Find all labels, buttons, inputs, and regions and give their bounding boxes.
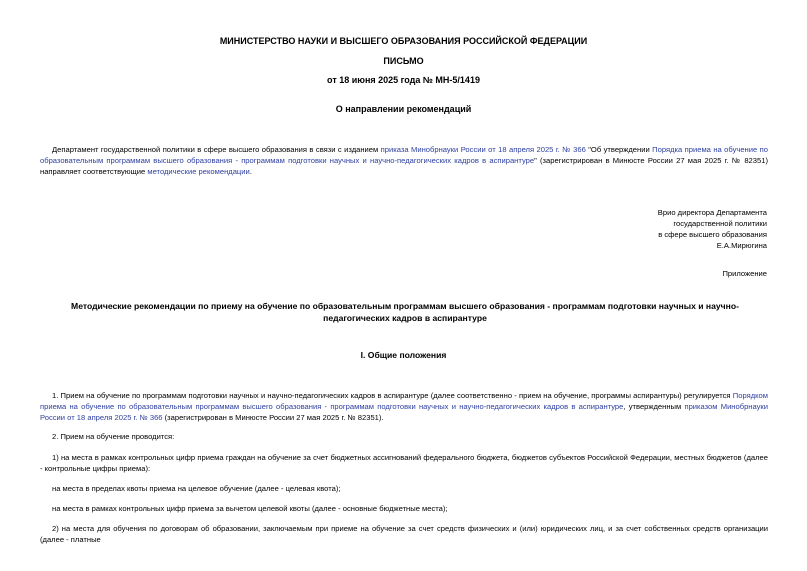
letter-subject: О направлении рекомендаций (335, 104, 472, 114)
signature-block (658, 207, 767, 251)
admission-procedure-link[interactable]: Порядком приема на обучение по образовательным программам высшего образования - программам подготовки научных и научно-педагогических кадров в аспирантуре (40, 391, 768, 411)
section-title: I. Общие положения (360, 350, 447, 360)
ministry-heading: МИНИСТЕРСТВО НАУКИ И ВЫСШЕГО ОБРАЗОВАНИЯ РОССИЙСКОЙ ФЕДЕРАЦИИ (219, 36, 588, 46)
appendix-label: Приложение (722, 269, 767, 278)
recommendations-link[interactable]: методические рекомендации (147, 167, 250, 176)
intro-paragraph: Департамент государственной политики в сфере высшего образования в связи с изданием приказа Минобрнауки России от 18 апреля 2025 г. № 366 "Об утверждении Порядка приема на обучение по образовательным программам высшего образования - программам подготовки научных и научно-педагогических кадров в аспирантуре" (зарегистрирован в Минюсте России 27 мая 2025 г. № 82351) направляет соответствующие методические рекомендации. (40, 145, 768, 176)
paragraph-3: 1) на места в рамках контрольных цифр приема граждан на обучение за счет бюджетных ассигнований федерального бюджета, бюджетов субъектов Российской Федерации, местных бюджетов (далее - контрольные цифры приема): (40, 453, 768, 473)
paragraph-4: на места в пределах квоты приема на целевое обучение (далее - целевая квота); (52, 484, 341, 493)
signature-line: в сфере высшего образования (658, 230, 767, 239)
paragraph-6: 2) на места для обучения по договорам об образовании, заключаемым при приеме на обучение за счет средств физических и (или) юридических лиц, и за счет собственных средств организации (далее - платные (40, 524, 768, 544)
recommendations-title: Методические рекомендации по приему на обучение по образовательным программам высшего образования - программам подготовки научных и научно-педагогических кадров в аспирантуре (71, 301, 739, 323)
paragraph-1: 1. Прием на обучение по программам подготовки научных и научно-педагогических кадров в аспирантуре (далее соответственно - прием на обучение, программы аспирантуры) регулируется Порядком приема на обучение по образовательным программам высшего образования - программам подготовки научных и научно-педагогических кадров в аспирантуре, утвержденным приказом Минобрнауки России от 18 апреля 2025 г. № 366 (зарегистрирован в Минюсте России 27 мая 2025 г. № 82351). (40, 391, 768, 422)
admission-procedure-link[interactable]: Порядка приема на обучение по образовательным программам высшего образования - программам подготовки научных и научно-педагогических кадров в аспирантуре (40, 145, 768, 165)
signature-line: Врио директора Департамента (657, 208, 767, 217)
order-366-link[interactable]: приказом Минобрнауки России от 18 апреля 2025 г. № 366 (40, 402, 768, 422)
order-366-link[interactable]: приказа Минобрнауки России от 18 апреля 2025 г. № 366 (380, 145, 586, 154)
paragraph-5: на места в рамках контрольных цифр приема за вычетом целевой квоты (далее - основные бюджетные места); (52, 504, 448, 513)
document-type: ПИСЬМО (383, 56, 424, 66)
date-number: от 18 июня 2025 года № МН-5/1419 (327, 75, 480, 85)
signatory-name: Е.А.Мирюгина (716, 241, 767, 250)
signature-line: государственной политики (673, 219, 767, 228)
paragraph-2: 2. Прием на обучение проводится: (52, 432, 175, 441)
